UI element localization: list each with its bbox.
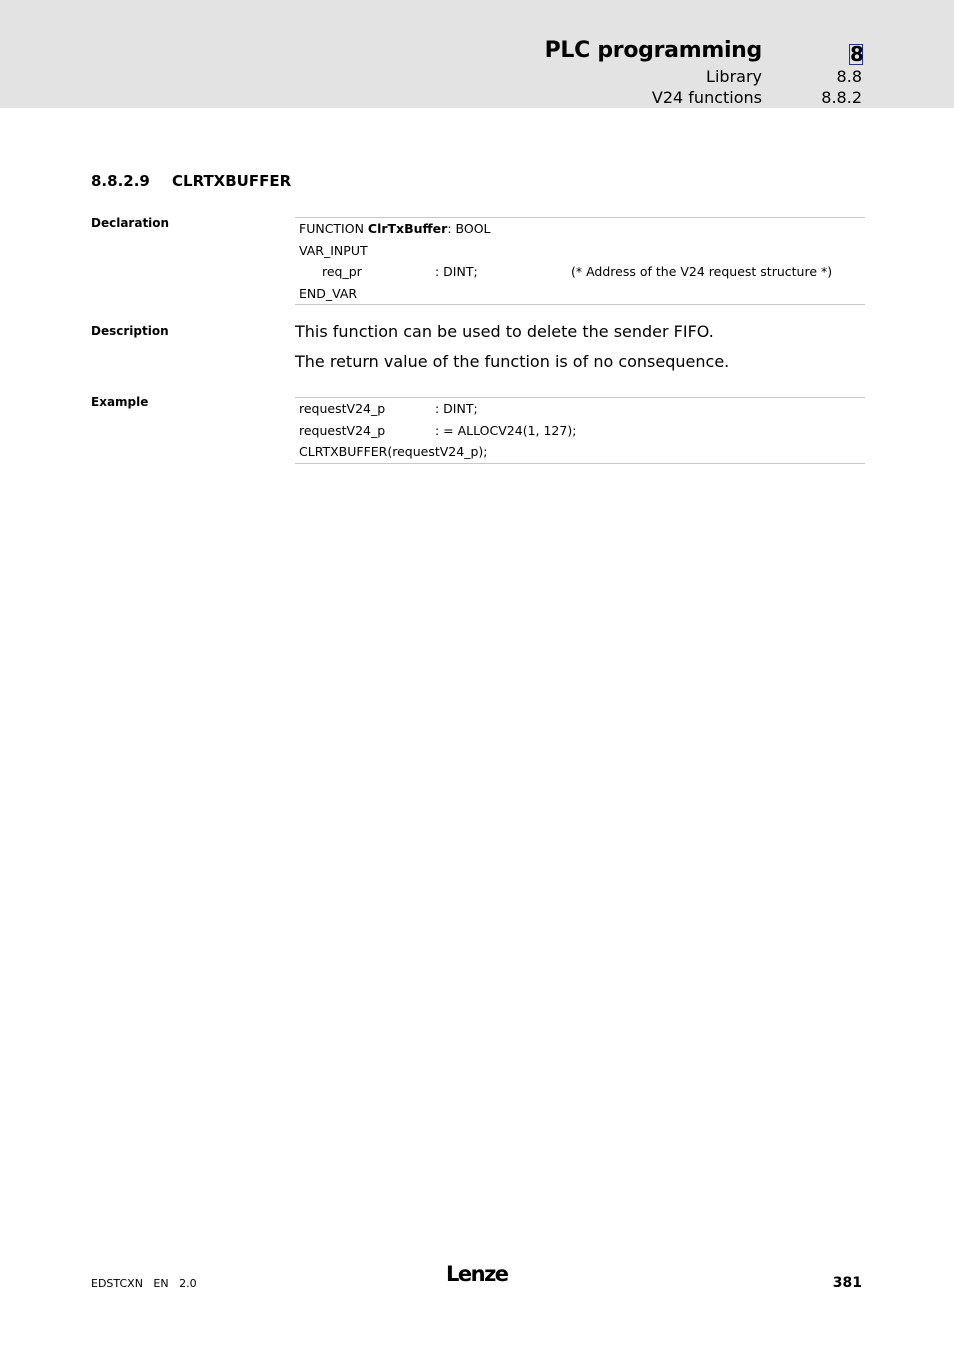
breadcrumb-v24-functions-number: 8.8.2 [821, 88, 862, 107]
header-band [0, 0, 954, 108]
function-return-type: : BOOL [447, 221, 491, 236]
code-right: : = ALLOCV24(1, 127); [435, 422, 577, 438]
breadcrumb-v24-functions: V24 functions [651, 88, 762, 107]
code-line [295, 398, 865, 420]
code-left: CLRTXBUFFER(requestV24_p); [299, 444, 488, 459]
page-number: 381 [832, 1275, 862, 1291]
lenze-logo: Lenze [446, 1262, 508, 1286]
code-line [295, 441, 865, 463]
declaration-label: Declaration [91, 216, 170, 230]
breadcrumb-library-number: 8.8 [836, 67, 862, 86]
param-comment: (* Address of the V24 request structure *) [571, 264, 833, 279]
chapter-title: PLC programming [544, 38, 762, 63]
var-input-keyword: VAR_INPUT [299, 242, 368, 258]
code-line [295, 261, 865, 283]
code-line [295, 218, 865, 240]
example-code-box [295, 397, 865, 464]
code-left: requestV24_p [299, 422, 386, 438]
description-paragraph: This function can be used to delete the sender FIFO. [295, 322, 714, 341]
end-var-keyword: END_VAR [299, 285, 358, 301]
section-number: 8.8.2.9 [91, 172, 150, 190]
function-keyword: FUNCTION [299, 221, 368, 236]
function-signature [299, 221, 491, 236]
section-title: CLRTXBUFFER [172, 172, 292, 190]
code-left: requestV24_p [299, 401, 386, 416]
description-label: Description [91, 324, 169, 338]
footer-doc-id: EDSTCXN EN 2.0 [91, 1277, 197, 1290]
chapter-number-link[interactable]: 8 [850, 42, 864, 66]
code-right: : DINT; [435, 401, 478, 416]
breadcrumb-library: Library [706, 67, 762, 86]
param-name: req_pr [322, 264, 362, 279]
function-name: ClrTxBuffer [367, 221, 448, 236]
description-paragraph: The return value of the function is of no consequence. [295, 352, 730, 371]
section-heading [91, 172, 292, 190]
example-label: Example [91, 395, 149, 409]
declaration-code-box [295, 217, 865, 305]
code-line [295, 420, 865, 442]
code-line [295, 240, 865, 262]
code-line [295, 283, 865, 305]
param-type: : DINT; [435, 264, 478, 279]
